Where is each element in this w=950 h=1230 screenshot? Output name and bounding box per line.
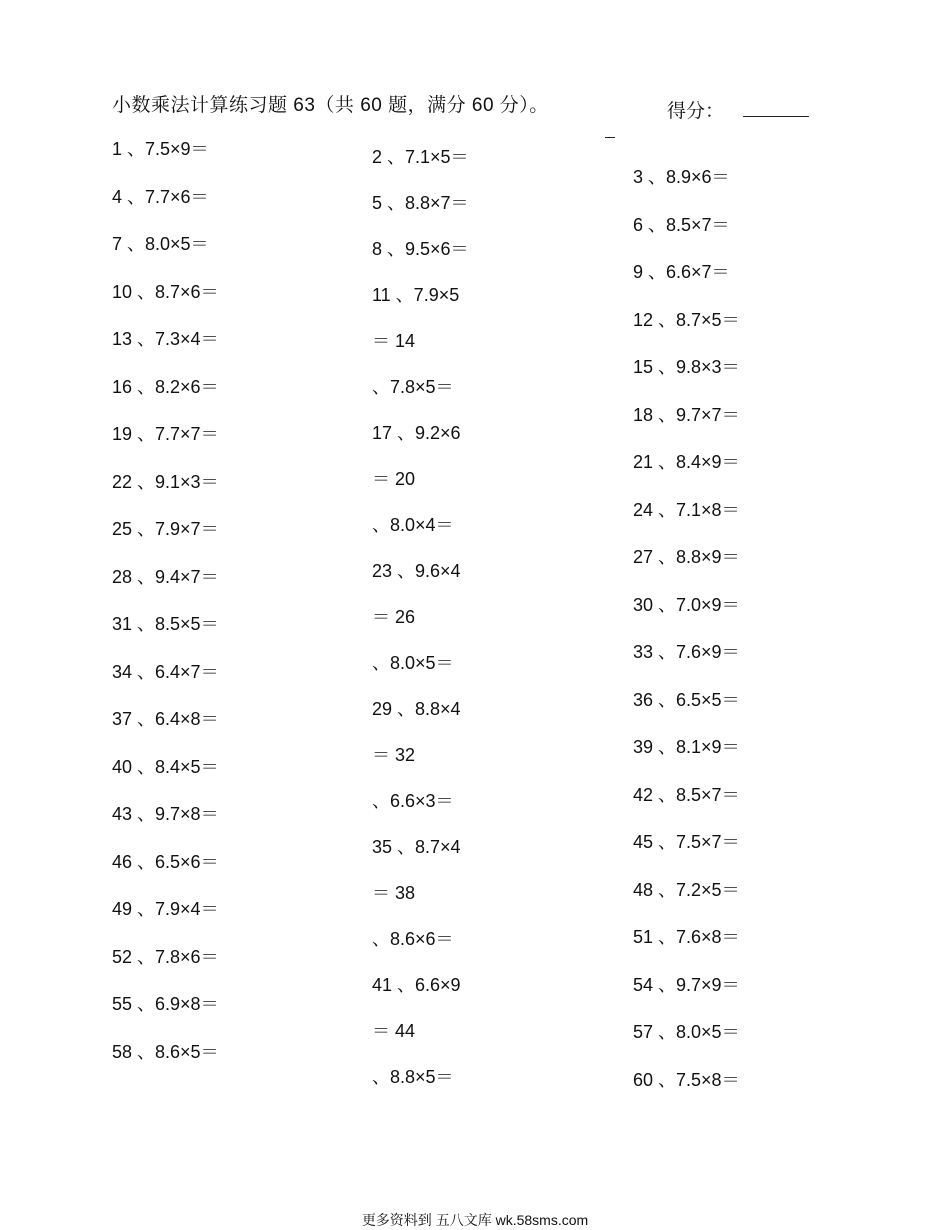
problem-item: 5 、8.8×7＝ bbox=[372, 193, 469, 213]
problem-item: 40 、8.4×5＝ bbox=[112, 756, 219, 777]
problem-item: 3 、8.9×6＝ bbox=[633, 167, 730, 187]
problem-item: 、8.8×5＝ bbox=[372, 1067, 454, 1087]
problem-item: 28 、9.4×7＝ bbox=[112, 566, 219, 587]
problem-item: 11 、7.9×5 bbox=[372, 285, 460, 305]
problem-item: 36 、6.5×5＝ bbox=[633, 689, 740, 710]
problem-item: ＝ 26 bbox=[372, 607, 416, 627]
problem-item: 42 、8.5×7＝ bbox=[633, 784, 740, 805]
problem-item: 24 、7.1×8＝ bbox=[633, 499, 740, 520]
problem-item: 43 、9.7×8＝ bbox=[112, 804, 219, 824]
score-blank-line bbox=[743, 116, 809, 117]
problem-item: 41 、6.6×9 bbox=[372, 975, 461, 995]
problem-item: ＝ 38 bbox=[372, 883, 416, 903]
score-label: 得分： bbox=[667, 101, 725, 122]
problem-item: ＝ 20 bbox=[372, 469, 416, 489]
problem-item: 34 、6.4×7＝ bbox=[112, 661, 219, 682]
problem-item: 2 、7.1×5＝ bbox=[372, 147, 469, 167]
problem-item: 12 、8.7×5＝ bbox=[633, 309, 740, 330]
problem-item: 25 、7.9×7＝ bbox=[112, 519, 219, 539]
problem-item: 、8.0×4＝ bbox=[372, 515, 454, 535]
problem-item: 27 、8.8×9＝ bbox=[633, 547, 740, 567]
problem-item: 16 、8.2×6＝ bbox=[112, 376, 219, 397]
problem-item: 39 、8.1×9＝ bbox=[633, 737, 740, 757]
problem-item: ＝ 14 bbox=[372, 331, 416, 351]
problem-item: 29 、8.8×4 bbox=[372, 699, 461, 719]
problem-item: 、7.8×5＝ bbox=[372, 377, 454, 397]
problem-item: 30 、7.0×9＝ bbox=[633, 594, 740, 615]
problem-item: 52 、7.8×6＝ bbox=[112, 946, 219, 967]
problem-item: 4 、7.7×6＝ bbox=[112, 186, 209, 207]
footer-text: 更多资料到 五八文库 wk.58sms.com bbox=[361, 1212, 589, 1228]
problem-item: 6 、8.5×7＝ bbox=[633, 214, 730, 235]
problem-item: 23 、9.6×4 bbox=[372, 561, 461, 581]
problem-item: 、8.0×5＝ bbox=[372, 653, 454, 673]
problem-item: 48 、7.2×5＝ bbox=[633, 879, 740, 900]
problem-item: 37 、6.4×8＝ bbox=[112, 709, 219, 729]
problem-item: 18 、9.7×7＝ bbox=[633, 404, 740, 425]
problem-item: 55 、6.9×8＝ bbox=[112, 994, 219, 1014]
problem-item: 13 、7.3×4＝ bbox=[112, 329, 219, 349]
problem-item: 7 、8.0×5＝ bbox=[112, 234, 209, 254]
problem-item: 22 、9.1×3＝ bbox=[112, 471, 219, 492]
problem-item: 9 、6.6×7＝ bbox=[633, 262, 730, 282]
problem-item: 46 、6.5×6＝ bbox=[112, 851, 219, 872]
problem-item: 45 、7.5×7＝ bbox=[633, 832, 740, 852]
problem-item: 15 、9.8×3＝ bbox=[633, 357, 740, 377]
problem-item: 19 、7.7×7＝ bbox=[112, 424, 219, 444]
problem-item: 60 、7.5×8＝ bbox=[633, 1069, 740, 1090]
problem-item: 49 、7.9×4＝ bbox=[112, 899, 219, 919]
problem-item: ＝ 44 bbox=[372, 1021, 416, 1041]
worksheet-title: 小数乘法计算练习题 63（共 60 题，满分 60 分）。 bbox=[112, 95, 549, 116]
problem-item: 58 、8.6×5＝ bbox=[112, 1041, 219, 1062]
problem-item: ＝ 32 bbox=[372, 745, 416, 765]
problem-item: 33 、7.6×9＝ bbox=[633, 642, 740, 662]
problem-item: 54 、9.7×9＝ bbox=[633, 974, 740, 995]
problem-item: 17 、9.2×6 bbox=[372, 423, 461, 443]
problem-item: 21 、8.4×9＝ bbox=[633, 452, 740, 472]
problem-item: 1 、7.5×9＝ bbox=[112, 139, 209, 159]
problem-item: 10 、8.7×6＝ bbox=[112, 281, 219, 302]
problem-item: 51 、7.6×8＝ bbox=[633, 927, 740, 947]
problem-item: 、8.6×6＝ bbox=[372, 929, 454, 949]
problem-item: 、6.6×3＝ bbox=[372, 791, 454, 811]
problem-item: 35 、8.7×4 bbox=[372, 837, 461, 857]
problem-item: 31 、8.5×5＝ bbox=[112, 614, 219, 634]
problem-item: 8 、9.5×6＝ bbox=[372, 239, 469, 259]
stray-underline bbox=[605, 137, 615, 138]
problem-item: 57 、8.0×5＝ bbox=[633, 1022, 740, 1042]
